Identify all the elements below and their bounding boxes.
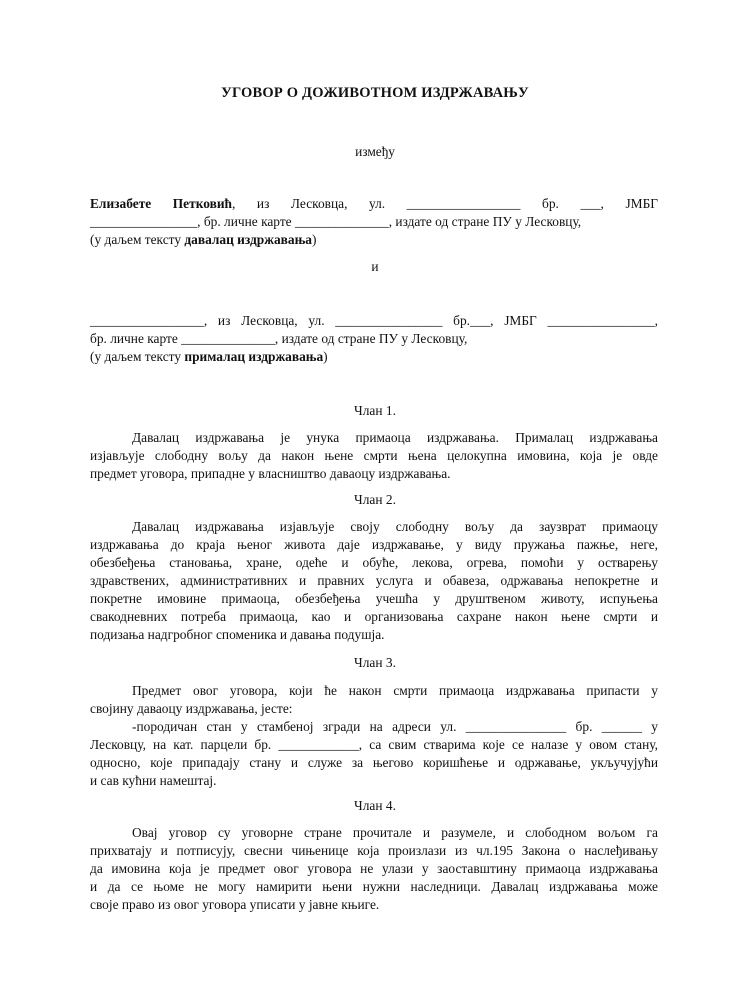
article-3-heading: Члан 3. (354, 655, 396, 670)
party1-line3-post: ) (311, 232, 317, 247)
and-label: и (371, 259, 379, 274)
document-title: УГОВОР О ДОЖИВОТНОМ ИЗДРЖАВАЊУ (221, 85, 529, 101)
party1-line1-rest: , из Лесковца, ул. _________________ бр. ___, ЈМБГ (232, 196, 658, 211)
article-2-line-6: свакодневних потреба примаоца, као и организовања сахране након њене смрти и (90, 609, 658, 624)
article-2-line-5: покретне имовине примаоца, обезбеђења учешћа у друштвеном животу, испуњења (90, 591, 658, 606)
between-label: између (355, 144, 395, 159)
article-1-line-3: предмет уговора, припадне у власништво даваоцу издржавања. (90, 466, 451, 481)
party2-line3-pre: (у даљем тексту (90, 349, 185, 364)
article-3-line-6: и сав кућни намештај. (90, 773, 217, 788)
party1-line3-pre: (у даљем тексту (90, 232, 185, 247)
party2-role: прималац издржавања (184, 349, 324, 364)
article-4-line-5: своје право из овог уговора уписати у јавне књиге. (90, 897, 380, 912)
party2-line1: _________________, из Лесковца, ул. ________________ бр.___, ЈМБГ ________________, (90, 313, 658, 328)
article-2-line-3: обезбеђења становања, хране, одеће и обуће, лекова, огрева, помоћи у остварењу (90, 555, 658, 570)
party1-line1 (90, 196, 658, 212)
party1-name: Елизабете Петковић (90, 196, 233, 211)
party1-line3 (90, 232, 316, 248)
article-2-line-7: подизања надгробног споменика и давања подушја. (90, 627, 385, 642)
party2-line2: бр. личне карте ______________, издате од стране ПУ у Лесковцу, (90, 331, 468, 346)
article-1-heading: Члан 1. (354, 403, 396, 418)
article-3-line-3: -породичан стан у стамбеној згради на адреси ул. _______________ бр. ______ у (132, 719, 658, 734)
party1-line2: ________________, бр. личне карте ______________, издате од стране ПУ у Лесковцу, (90, 214, 582, 229)
article-2-heading: Члан 2. (354, 492, 396, 507)
article-3-line-4: Лесковцу, на кат. парцели бр. ____________, са свим стварима које се налазе у овом стану, (90, 737, 658, 752)
article-1-line-1: Давалац издржавања је унука примаоца издржавања. Прималац издржавања (132, 430, 658, 445)
article-1-line-2: изјављује слободну вољу да након њене смрти њена целокупна имовина, која је овде (90, 448, 658, 463)
article-2-line-2: издржавања до краја њеног живота даје издржавање, у виду пружања пажње, неге, (90, 537, 658, 552)
party2-line3-post: ) (323, 349, 328, 364)
article-3-line-1: Предмет овог уговора, који ће након смрти примаоца издржавања припасти у (132, 683, 658, 698)
article-4-line-1: Овај уговор су уговорне стране прочитале и разумеле, и слободном вољом га (132, 825, 658, 840)
article-4-line-4: и да се њоме не могу намирити њени нужни наследници. Давалац издржавања може (90, 879, 658, 894)
article-2-line-1: Давалац издржавања изјављује своју слободну вољу да заузврат примаоцу (132, 519, 658, 534)
article-4-line-2: прихватају и потписују, свесни чињенице која произлази из чл.195 Закона о наслеђивању (90, 843, 658, 858)
party1-role: давалац издржавања (184, 232, 312, 247)
article-4-line-3: да имовина која је предмет овог уговора не улази у заоставштину примаоца издржавања (90, 861, 658, 876)
article-4-heading: Члан 4. (354, 798, 396, 813)
article-2-line-4: здравствених, административних и правних услуга и обавеза, одржавања непокретне и (90, 573, 658, 588)
article-3-line-5: односно, које припадају стану и служе за његово коришћење и одржавање, укључујући (90, 755, 658, 770)
party2-line3 (90, 349, 328, 365)
article-3-line-2: својину даваоцу издржавања, јесте: (90, 701, 293, 716)
